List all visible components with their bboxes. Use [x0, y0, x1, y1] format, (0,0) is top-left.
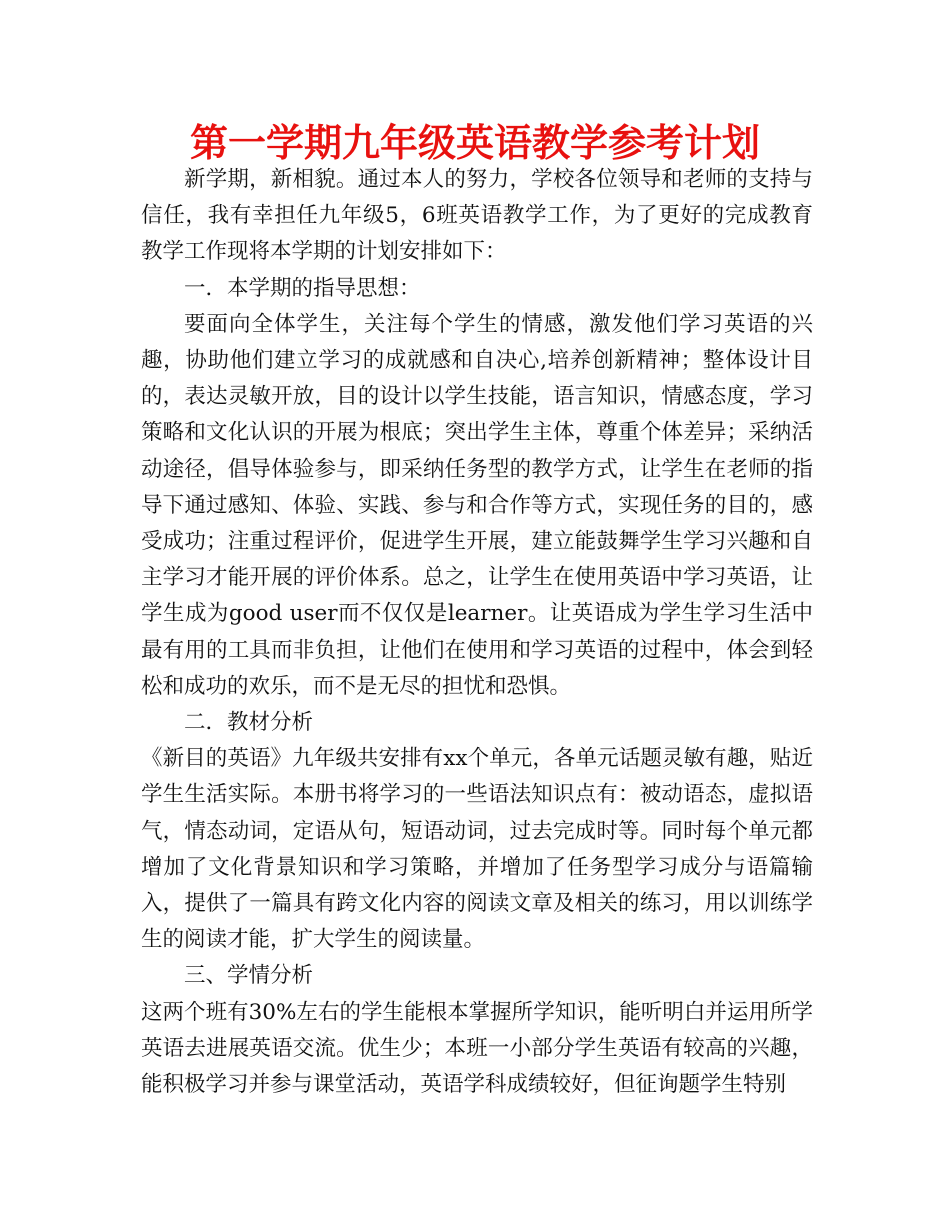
section-heading-student-analysis: 三、学情分析: [184, 963, 314, 989]
section-heading-textbook-analysis: 二．教材分析: [184, 710, 314, 736]
document-title: 第一学期九年级英语教学参考计划: [189, 121, 760, 165]
paragraph-guiding-idea: 要面向全体学生，关注每个学生的情感，激发他们学习英语的兴趣，协助他们建立学习的成就感和自决心,培养创新精神；整体设计目的，表达灵敏开放，目的设计以学生技能，语言知识，情感态度，学习策略和文化认识的开展为根底；突出学生主体，尊重个体差异；采纳活动途径，倡导体验参与，即采纳任务型的教学方式，让学生在老师的指导下通过感知、体验、实践、参与和合作等方式，实现任务的目的，感受成功；注重过程评价，促进学生开展，建立能鼓舞学生学习兴趣和自主学习才能开展的评价体系。总之，让学生在使用英语中学习英语，让学生成为good user而不仅仅是learner。让英语成为学生学习生活中最有用的工具而非负担，让他们在使用和学习英语的过程中，体会到轻松和成功的欢乐，而不是无尽的担忧和恐惧。: [141, 311, 813, 699]
paragraph-textbook-analysis: 《新目的英语》九年级共安排有xx个单元，各单元话题灵敏有趣，贴近学生生活实际。本册书将学习的一些语法知识点有：被动语态，虚拟语气，情态动词，定语从句，短语动词，过去完成时等。同时每个单元都增加了文化背景知识和学习策略，并增加了任务型学习成分与语篇输入，提供了一篇具有跨文化内容的阅读文章及相关的练习，用以训练学生的阅读才能，扩大学生的阅读量。: [141, 746, 813, 953]
paragraph-student-analysis: 这两个班有30%左右的学生能根本掌握所学知识，能听明白并运用所学英语去进展英语交流。优生少；本班一小部分学生英语有较高的兴趣，能积极学习并参与课堂活动，英语学科成绩较好，但征询题学生特别: [141, 999, 813, 1098]
document-body: [141, 162, 813, 1103]
section-heading-guiding-idea: 一．本学期的指导思想：: [184, 275, 421, 301]
paragraph-intro: 新学期，新相貌。通过本人的努力，学校各位领导和老师的支持与信任，我有幸担任九年级5，6班英语教学工作，为了更好的完成教育教学工作现将本学期的计划安排如下：: [141, 167, 813, 265]
